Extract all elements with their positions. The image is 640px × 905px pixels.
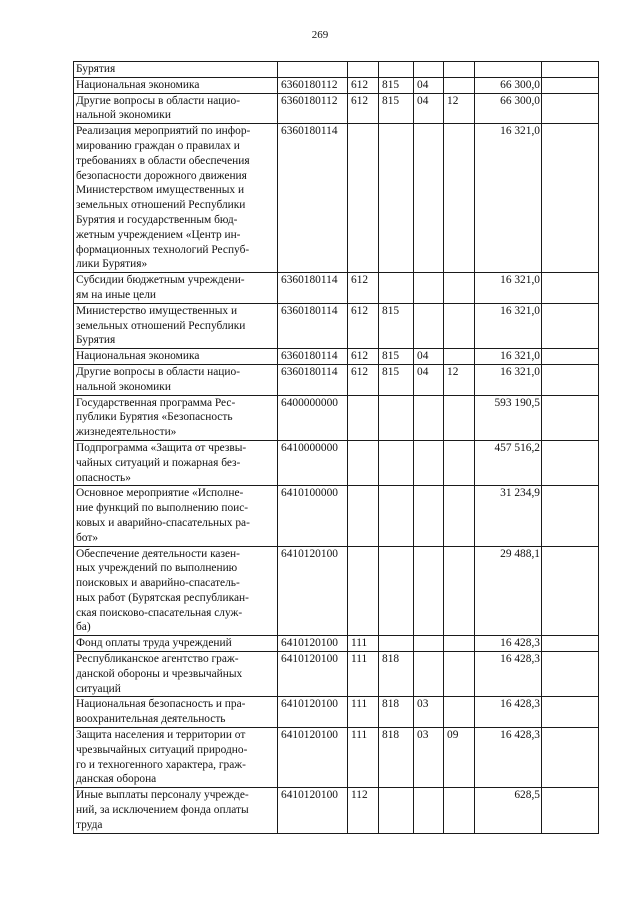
target-code-cell: 6410120100 (278, 697, 348, 728)
section-cell (414, 124, 444, 273)
amount-cell: 16 321,0 (475, 303, 542, 348)
row-name-line: Обеспечение деятельности казен- (76, 547, 240, 560)
target-code-cell: 6410120100 (278, 788, 348, 833)
row-name-line: Министерством имущественных и (76, 184, 245, 197)
row-name (74, 395, 278, 440)
subsection-cell (444, 486, 475, 546)
amount-cell: 16 428,3 (475, 636, 542, 652)
subsection-cell: 12 (444, 364, 475, 395)
expense-type-cell (348, 124, 379, 273)
target-code-cell: 6410120100 (278, 546, 348, 636)
amount-cell: 16 321,0 (475, 364, 542, 395)
table-row (74, 364, 599, 395)
table-body (74, 62, 599, 834)
subsection-cell (444, 788, 475, 833)
row-name-line: Реализация мероприятий по инфор- (76, 125, 251, 138)
empty-cell (542, 652, 599, 697)
subsection-cell (444, 395, 475, 440)
table-row (74, 440, 599, 485)
row-name-line: ных учреждений по выполнению (76, 562, 238, 575)
section-cell: 04 (414, 364, 444, 395)
row-name-line: воохранительная деятельность (76, 713, 226, 726)
row-name-line: жизнедеятельности» (76, 426, 177, 439)
admin-code-cell (379, 273, 414, 304)
section-cell (414, 486, 444, 546)
section-cell (414, 273, 444, 304)
row-name-line: Подпрограмма «Защита от чрезвы- (76, 441, 247, 454)
table-row (74, 62, 599, 78)
row-name (74, 636, 278, 652)
table-row (74, 788, 599, 833)
row-name-line: Другие вопросы в области нацио- (76, 365, 240, 378)
empty-cell (542, 349, 599, 365)
target-code-cell: 6360180114 (278, 273, 348, 304)
section-cell (414, 62, 444, 78)
row-name-line: Защита населения и территории от (76, 729, 246, 742)
admin-code-cell (379, 395, 414, 440)
section-cell (414, 440, 444, 485)
table-row (74, 728, 599, 788)
row-name (74, 697, 278, 728)
row-name-line: данская оборона (76, 773, 157, 786)
amount-cell: 16 321,0 (475, 273, 542, 304)
empty-cell (542, 636, 599, 652)
row-name (74, 62, 278, 78)
subsection-cell (444, 124, 475, 273)
section-cell (414, 788, 444, 833)
section-cell (414, 395, 444, 440)
amount-cell: 16 428,3 (475, 728, 542, 788)
empty-cell (542, 93, 599, 124)
row-name-line: Республиканское агентство граж- (76, 653, 239, 666)
row-name-line: нальной экономики (76, 380, 171, 393)
admin-code-cell (379, 62, 414, 78)
admin-code-cell: 818 (379, 697, 414, 728)
expense-type-cell: 612 (348, 364, 379, 395)
row-name-line: ситуаций (76, 682, 121, 695)
amount-cell: 16 321,0 (475, 124, 542, 273)
table-row (74, 93, 599, 124)
target-code-cell: 6360180114 (278, 303, 348, 348)
row-name-line: жетным учреждением «Центр ин- (76, 228, 241, 241)
amount-cell: 628,5 (475, 788, 542, 833)
subsection-cell (444, 273, 475, 304)
empty-cell (542, 62, 599, 78)
row-name (74, 349, 278, 365)
expense-type-cell: 612 (348, 273, 379, 304)
admin-code-cell: 815 (379, 364, 414, 395)
row-name (74, 364, 278, 395)
admin-code-cell: 815 (379, 349, 414, 365)
expense-type-cell: 112 (348, 788, 379, 833)
empty-cell (542, 303, 599, 348)
table-row (74, 124, 599, 273)
empty-cell (542, 788, 599, 833)
row-name-line: мированию граждан о правилах и (76, 139, 240, 152)
row-name (74, 486, 278, 546)
row-name (74, 440, 278, 485)
target-code-cell (278, 62, 348, 78)
table-row (74, 303, 599, 348)
empty-cell (542, 364, 599, 395)
target-code-cell: 6410000000 (278, 440, 348, 485)
expense-type-cell: 111 (348, 697, 379, 728)
row-name-line: данской обороны и чрезвычайных (76, 667, 243, 680)
row-name-line: Национальная экономика (76, 350, 200, 363)
row-name-line: лики Бурятия» (76, 258, 148, 271)
row-name-line: земельных отношений Республики (76, 319, 246, 332)
row-name-line: Другие вопросы в области нацио- (76, 94, 240, 107)
admin-code-cell (379, 486, 414, 546)
target-code-cell: 6360180112 (278, 93, 348, 124)
section-cell (414, 546, 444, 636)
row-name-line: земельных отношений Республики (76, 199, 246, 212)
table-row (74, 652, 599, 697)
target-code-cell: 6400000000 (278, 395, 348, 440)
admin-code-cell: 815 (379, 77, 414, 93)
row-name-line: формационных технологий Респуб- (76, 243, 250, 256)
row-name-line: поисковых и аварийно-спасатель- (76, 577, 240, 590)
page-number: 269 (311, 29, 329, 41)
row-name-line: безопасности дорожного движения (76, 169, 247, 182)
row-name-line: опасность» (76, 471, 131, 484)
subsection-cell (444, 62, 475, 78)
admin-code-cell (379, 788, 414, 833)
table-row (74, 349, 599, 365)
amount-cell: 16 321,0 (475, 349, 542, 365)
subsection-cell (444, 77, 475, 93)
empty-cell (542, 395, 599, 440)
subsection-cell (444, 303, 475, 348)
expense-type-cell: 111 (348, 652, 379, 697)
row-name-line: ба) (76, 621, 91, 634)
section-cell: 04 (414, 349, 444, 365)
empty-cell (542, 273, 599, 304)
target-code-cell: 6410120100 (278, 652, 348, 697)
amount-cell: 66 300,0 (475, 93, 542, 124)
row-name (74, 728, 278, 788)
section-cell: 04 (414, 77, 444, 93)
row-name (74, 93, 278, 124)
admin-code-cell (379, 546, 414, 636)
row-name-line: бот» (76, 531, 99, 544)
amount-cell: 29 488,1 (475, 546, 542, 636)
row-name-line: ям на иные цели (76, 288, 156, 301)
section-cell (414, 636, 444, 652)
admin-code-cell (379, 440, 414, 485)
expense-type-cell: 612 (348, 77, 379, 93)
target-code-cell: 6410120100 (278, 636, 348, 652)
row-name-line: ская поисково-спасательная служ- (76, 606, 243, 619)
row-name-line: Министерство имущественных и (76, 304, 238, 317)
row-name (74, 546, 278, 636)
table-row (74, 636, 599, 652)
row-name-line: чрезвычайных ситуаций природно- (76, 743, 248, 756)
row-name-line: нальной экономики (76, 109, 171, 122)
amount-cell: 593 190,5 (475, 395, 542, 440)
expense-type-cell: 612 (348, 303, 379, 348)
expense-type-cell: 612 (348, 349, 379, 365)
expense-type-cell (348, 395, 379, 440)
target-code-cell: 6360180114 (278, 124, 348, 273)
row-name-line: ние функций по выполнению поис- (76, 502, 249, 515)
empty-cell (542, 124, 599, 273)
table-row (74, 273, 599, 304)
admin-code-cell: 818 (379, 728, 414, 788)
expense-type-cell (348, 62, 379, 78)
subsection-cell (444, 349, 475, 365)
row-name-line: Бурятия и государственным бюд- (76, 213, 238, 226)
target-code-cell: 6410100000 (278, 486, 348, 546)
row-name-line: ний, за исключением фонда оплаты (76, 804, 249, 817)
empty-cell (542, 546, 599, 636)
expense-type-cell (348, 546, 379, 636)
admin-code-cell (379, 636, 414, 652)
row-name-line: Бурятия (76, 334, 116, 347)
admin-code-cell: 818 (379, 652, 414, 697)
table-row (74, 77, 599, 93)
subsection-cell (444, 636, 475, 652)
budget-table (73, 61, 599, 834)
amount-cell: 16 428,3 (475, 697, 542, 728)
empty-cell (542, 728, 599, 788)
admin-code-cell: 815 (379, 303, 414, 348)
row-name (74, 788, 278, 833)
row-name (74, 124, 278, 273)
section-cell: 03 (414, 728, 444, 788)
amount-cell: 457 516,2 (475, 440, 542, 485)
table-row (74, 697, 599, 728)
empty-cell (542, 440, 599, 485)
section-cell: 04 (414, 93, 444, 124)
table-row (74, 395, 599, 440)
row-name-line: Национальная безопасность и пра- (76, 698, 246, 711)
target-code-cell: 6360180114 (278, 364, 348, 395)
expense-type-cell (348, 440, 379, 485)
empty-cell (542, 77, 599, 93)
amount-cell: 66 300,0 (475, 77, 542, 93)
target-code-cell: 6410120100 (278, 728, 348, 788)
empty-cell (542, 486, 599, 546)
row-name-line: Бурятия (76, 63, 116, 75)
subsection-cell (444, 697, 475, 728)
expense-type-cell: 111 (348, 728, 379, 788)
row-name-line: ных работ (Бурятская республикан- (76, 591, 249, 604)
row-name-line: го и техногенного характера, граж- (76, 758, 246, 771)
subsection-cell (444, 546, 475, 636)
expense-type-cell: 111 (348, 636, 379, 652)
row-name (74, 303, 278, 348)
row-name-line: Основное мероприятие «Исполне- (76, 487, 244, 500)
row-name-line: Фонд оплаты труда учреждений (76, 637, 232, 650)
subsection-cell: 12 (444, 93, 475, 124)
section-cell (414, 652, 444, 697)
row-name-line: Национальная экономика (76, 78, 200, 91)
admin-code-cell: 815 (379, 93, 414, 124)
empty-cell (542, 697, 599, 728)
row-name-line: требованиях в области обеспечения (76, 154, 250, 167)
subsection-cell: 09 (444, 728, 475, 788)
row-name-line: чайных ситуаций и пожарная без- (76, 456, 241, 469)
section-cell: 03 (414, 697, 444, 728)
admin-code-cell (379, 124, 414, 273)
amount-cell: 16 428,3 (475, 652, 542, 697)
row-name (74, 77, 278, 93)
subsection-cell (444, 652, 475, 697)
table-row (74, 486, 599, 546)
table-row (74, 546, 599, 636)
expense-type-cell (348, 486, 379, 546)
row-name-line: ковых и аварийно-спасательных ра- (76, 516, 250, 529)
subsection-cell (444, 440, 475, 485)
target-code-cell: 6360180114 (278, 349, 348, 365)
row-name-line: публики Бурятия «Безопасность (76, 411, 233, 424)
row-name-line: Субсидии бюджетным учреждени- (76, 274, 245, 287)
row-name-line: труда (76, 818, 103, 831)
amount-cell (475, 62, 542, 78)
row-name (74, 652, 278, 697)
amount-cell: 31 234,9 (475, 486, 542, 546)
target-code-cell: 6360180112 (278, 77, 348, 93)
row-name-line: Иные выплаты персоналу учрежде- (76, 789, 249, 802)
row-name-line: Государственная программа Рес- (76, 396, 236, 409)
section-cell (414, 303, 444, 348)
expense-type-cell: 612 (348, 93, 379, 124)
row-name (74, 273, 278, 304)
